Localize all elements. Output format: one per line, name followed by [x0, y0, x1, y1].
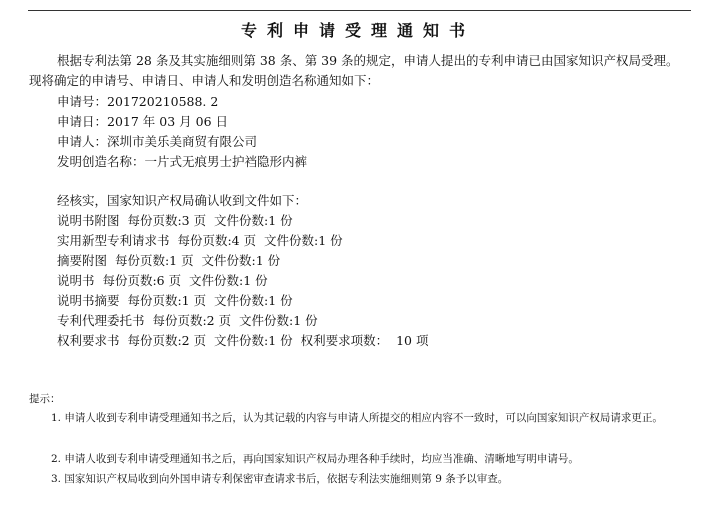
top-rule [28, 10, 691, 11]
page-title: 专利申请受理通知书 [240, 21, 475, 40]
received-file-item: 说明书附图 每份页数:3 页 文件份数:1 份 [57, 213, 293, 228]
applicant: 申请人：深圳市美乐美商贸有限公司 [57, 134, 258, 149]
notes-heading: 提示： [29, 393, 61, 405]
received-file-item: 专利代理委托书 每份页数:2 页 文件份数:1 份 [57, 313, 318, 328]
received-file-item: 说明书 每份页数:6 页 文件份数:1 份 [57, 273, 268, 288]
received-file-item: 实用新型专利请求书 每份页数:4 页 文件份数:1 份 [57, 233, 343, 248]
received-file-item: 摘要附图 每份页数:1 页 文件份数:1 份 [57, 253, 281, 268]
received-file-item: 说明书摘要 每份页数:1 页 文件份数:1 份 [57, 293, 293, 308]
note-item: 2. 申请人收到专利申请受理通知书之后，再向国家知识产权局办理各种手续时，均应当准确、清晰地写明申请号。 [51, 453, 579, 465]
note-item: 1. 申请人收到专利申请受理通知书之后，认为其记载的内容与申请人所提交的相应内容不一致时，可以向国家知识产权局请求更正。 [51, 412, 663, 424]
application-number: 申请号：201720210588. 2 [57, 94, 219, 109]
note-item: 3. 国家知识产权局收到向外国申请专利保密审查请求书后，依据专利法实施细则第 9 条予以审查。 [51, 473, 509, 485]
intro-paragraph: 根据专利法第 28 条及其实施细则第 38 条、第 39 条的规定，申请人提出的专利申请已由国家知识产权局受理。现将确定的申请号、申请日、申请人和发明创造名称通知如下： [29, 53, 679, 88]
invention-title: 发明创造名称：一片式无痕男士护裆隐形内裤 [57, 154, 308, 169]
received-file-item: 权利要求书 每份页数:2 页 文件份数:1 份 权利要求项数： 10 项 [57, 333, 429, 348]
received-intro: 经核实，国家知识产权局确认收到文件如下： [57, 193, 308, 208]
filing-date: 申请日：2017 年 03 月 06 日 [57, 114, 228, 129]
